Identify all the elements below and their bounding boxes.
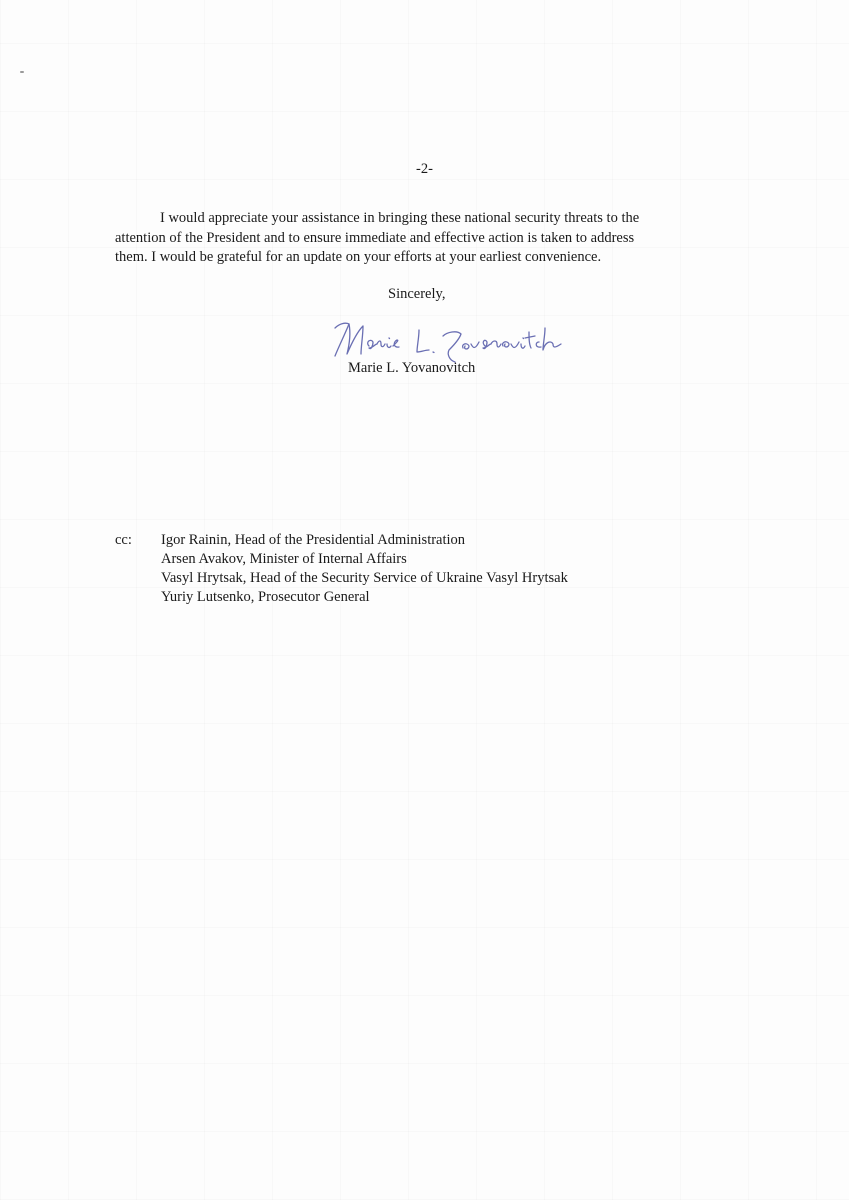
cc-label: cc: [115,532,132,548]
body-line: attention of the President and to ensure immediate and effective action is taken to address [115,229,635,246]
closing-salutation: Sincerely, [388,286,446,302]
signer-name: Marie L. Yovanovitch [348,360,476,376]
body-paragraph [115,209,715,268]
body-line: them. I would be grateful for an update on your efforts at your earliest convenience. [115,249,602,265]
scan-speck [20,71,24,73]
cc-recipient: Igor Rainin, Head of the Presidential Administration [161,532,466,548]
cc-recipient: Arsen Avakov, Minister of Internal Affairs [161,551,407,567]
cc-recipient: Yuriy Lutsenko, Prosecutor General [161,589,370,605]
cc-recipient-list [161,531,568,607]
page-number: -2- [416,161,433,177]
cc-recipient: Vasyl Hrytsak, Head of the Security Service of Ukraine Vasyl Hrytsak [161,570,568,586]
body-line: I would appreciate your assistance in bringing these national security threats to the [160,210,640,226]
handwritten-signature [325,314,585,366]
